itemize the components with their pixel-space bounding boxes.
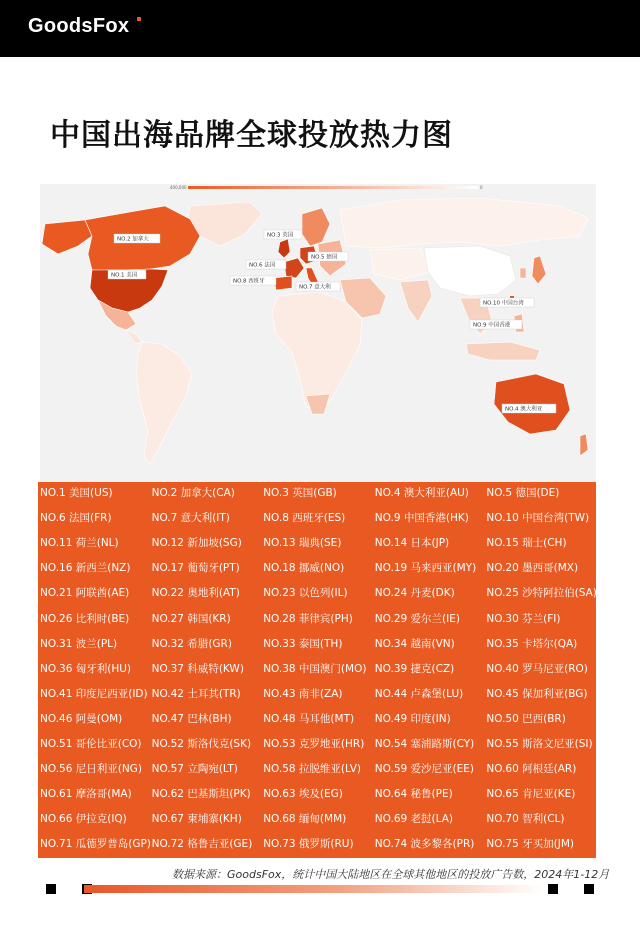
greenland	[188, 202, 262, 246]
central-asia	[370, 248, 430, 280]
legend-gradient-bar	[188, 186, 478, 189]
ranking-cell: NO.38 中国澳门(MO)	[263, 662, 367, 675]
russia	[340, 198, 588, 248]
ranking-cell: NO.73 俄罗斯(RU)	[263, 838, 354, 851]
ranking-cell: NO.64 秘鲁(PE)	[374, 788, 453, 801]
ranking-cell: NO.9 中国香港(HK)	[374, 512, 469, 525]
ranking-cell: NO.60 阿根廷(AR)	[486, 763, 577, 776]
ranking-cell: NO.51 哥伦比亚(CO)	[40, 738, 142, 750]
ranking-cell: NO.11 荷兰(NL)	[40, 537, 119, 550]
ranking-cell: NO.72 格鲁吉亚(GE)	[151, 838, 253, 851]
ranking-cell: NO.30 芬兰(FI)	[486, 612, 561, 625]
indonesia	[466, 342, 540, 360]
scandinavia	[302, 208, 330, 246]
ranking-cell: NO.44 卢森堡(LU)	[374, 687, 464, 700]
ranking-cell: NO.6 法国(FR)	[40, 512, 112, 525]
uk	[278, 239, 290, 258]
ranking-cell: NO.59 爱沙尼亚(EE)	[374, 763, 474, 776]
ranking-cell: NO.75 牙买加(JM)	[486, 838, 574, 851]
ranking-cell: NO.32 希腊(GR)	[151, 637, 232, 650]
ranking-cell: NO.27 韩国(KR)	[151, 612, 231, 625]
france	[284, 258, 304, 278]
header-bar	[0, 0, 640, 57]
ranking-cell: NO.41 印度尼西亚(ID)	[40, 687, 148, 700]
ranking-cell: NO.52 斯洛伐克(SK)	[151, 738, 252, 750]
world-map-svg	[40, 184, 596, 482]
ranking-cell: NO.57 立陶宛(LT)	[151, 763, 238, 776]
ranking-cell: NO.20 墨西哥(MX)	[486, 562, 579, 575]
map-label-de: NO.5 德国	[311, 254, 338, 261]
ranking-cell: NO.65 肯尼亚(KE)	[486, 788, 576, 801]
ranking-cell: NO.43 南非(ZA)	[263, 687, 343, 700]
ranking-cell: NO.4 澳大利亚(AU)	[374, 487, 469, 499]
ranking-cell: NO.1 美国(US)	[40, 487, 113, 499]
map-label-au: NO.4 澳大利亚	[505, 406, 543, 413]
map-label-ca: NO.2 加拿大	[117, 236, 149, 243]
ranking-cell: NO.7 意大利(IT)	[151, 512, 230, 525]
ranking-cell: NO.26 比利时(BE)	[40, 612, 130, 625]
south-africa	[306, 394, 330, 414]
legend-min-label: 0	[480, 185, 483, 190]
ranking-cell: NO.33 泰国(TH)	[263, 637, 343, 650]
central-america	[126, 330, 142, 344]
ranking-cell: NO.16 新西兰(NZ)	[40, 562, 131, 575]
ranking-cell: NO.28 菲律宾(PH)	[263, 612, 353, 625]
ranking-cell: NO.12 新加坡(SG)	[151, 537, 242, 550]
ranking-cell: NO.31 波兰(PL)	[40, 637, 118, 650]
ranking-cell: NO.18 挪威(NO)	[263, 562, 345, 575]
ranking-cell: NO.25 沙特阿拉伯(SA)	[486, 587, 597, 600]
india	[400, 280, 432, 322]
ranking-cell: NO.49 印度(IN)	[374, 712, 451, 725]
ranking-cell: NO.8 西班牙(ES)	[263, 512, 346, 525]
pager-square-right	[584, 884, 594, 894]
pager-square-end	[548, 884, 558, 894]
ranking-cell: NO.74 波多黎各(PR)	[374, 838, 475, 851]
map-label-hk: NO.9 中国香港	[473, 322, 511, 329]
ranking-cell: NO.10 中国台湾(TW)	[486, 512, 590, 525]
japan	[532, 256, 546, 284]
ranking-cell: NO.36 匈牙利(HU)	[40, 662, 132, 675]
ranking-cell: NO.61 摩洛哥(MA)	[40, 788, 132, 801]
spain	[274, 276, 292, 290]
ranking-cell: NO.3 英国(GB)	[263, 487, 337, 499]
ranking-cell: NO.40 罗马尼亚(RO)	[486, 662, 588, 675]
pager-gradient-bar	[84, 885, 544, 893]
ranking-cell: NO.23 以色列(IL)	[263, 587, 348, 600]
map-label-us: NO.1 美国	[111, 272, 138, 279]
map-label-es: NO.8 西班牙	[233, 278, 265, 285]
ranking-cell: NO.39 捷克(CZ)	[374, 662, 455, 675]
ranking-cell: NO.13 瑞典(SE)	[263, 537, 342, 550]
map-label-tw: NO.10 中国台湾	[483, 300, 524, 307]
korea	[520, 268, 526, 278]
ranking-cell: NO.37 科威特(KW)	[151, 662, 244, 675]
map-label-it: NO.7 意大利	[299, 284, 331, 291]
ranking-cell: NO.45 保加利亚(BG)	[486, 687, 588, 700]
new-zealand	[580, 434, 588, 456]
alaska	[42, 220, 92, 254]
data-source-note: 数据来源：GoodsFox，统计中国大陆地区在全球其他地区的投放广告数，2024年1-12月	[172, 868, 610, 881]
pager-square-left	[46, 884, 56, 894]
ranking-cell: NO.5 德国(DE)	[486, 487, 560, 499]
ranking-cell: NO.21 阿联酋(AE)	[40, 587, 130, 600]
ranking-cell: NO.66 伊拉克(IQ)	[40, 813, 127, 826]
ranking-cell: NO.17 葡萄牙(PT)	[151, 562, 240, 575]
country-ranking-grid	[38, 482, 596, 858]
ranking-cell: NO.48 马耳他(MT)	[263, 712, 355, 725]
map-label-gb: NO.3 英国	[267, 232, 294, 239]
ranking-cell: NO.68 缅甸(MM)	[263, 813, 347, 826]
ranking-cell: NO.58 拉脱维亚(LV)	[263, 763, 361, 776]
ranking-cell: NO.67 柬埔寨(KH)	[151, 813, 242, 826]
ranking-cell: NO.46 阿曼(OM)	[40, 712, 123, 725]
ranking-cell: NO.71 瓜德罗普岛(GP)	[40, 838, 151, 851]
ranking-cell: NO.2 加拿大(CA)	[151, 487, 235, 499]
ranking-cell: NO.29 爱尔兰(IE)	[374, 612, 460, 625]
ranking-cell: NO.14 日本(JP)	[374, 537, 450, 550]
ranking-cell: NO.15 瑞士(CH)	[486, 537, 567, 550]
south-america	[136, 342, 192, 464]
page-title: 中国出海品牌全球投放热力图	[50, 118, 453, 153]
ranking-cell: NO.19 马来西亚(MY)	[374, 562, 477, 575]
logo-accent-dot	[137, 17, 141, 21]
map-label-fr: NO.6 法国	[249, 262, 276, 269]
ranking-cell: NO.50 巴西(BR)	[486, 712, 566, 725]
ranking-cell: NO.35 卡塔尔(QA)	[486, 637, 578, 650]
ranking-cell: NO.62 巴基斯坦(PK)	[151, 788, 251, 801]
ranking-cell: NO.69 老挝(LA)	[374, 813, 453, 826]
ranking-cell: NO.56 尼日利亚(NG)	[40, 763, 142, 776]
goodsfox-logo: GoodsFox	[28, 15, 130, 37]
ranking-cell: NO.42 土耳其(TR)	[151, 687, 241, 700]
ranking-cell: NO.24 丹麦(DK)	[374, 587, 455, 600]
world-heat-map	[40, 184, 596, 482]
china	[424, 246, 516, 296]
ranking-cell: NO.53 克罗地亚(HR)	[263, 738, 365, 750]
ranking-cell: NO.22 奥地利(AT)	[151, 587, 240, 600]
ranking-cell: NO.47 巴林(BH)	[151, 712, 232, 725]
legend-max-label: 400,000	[170, 185, 187, 190]
ranking-cell: NO.54 塞浦路斯(CY)	[374, 738, 475, 750]
ranking-cell: NO.70 智利(CL)	[486, 813, 565, 826]
ranking-cell: NO.34 越南(VN)	[374, 637, 455, 650]
ranking-cell: NO.55 斯洛文尼亚(SI)	[486, 738, 593, 750]
ranking-cell: NO.63 埃及(EG)	[263, 788, 343, 801]
